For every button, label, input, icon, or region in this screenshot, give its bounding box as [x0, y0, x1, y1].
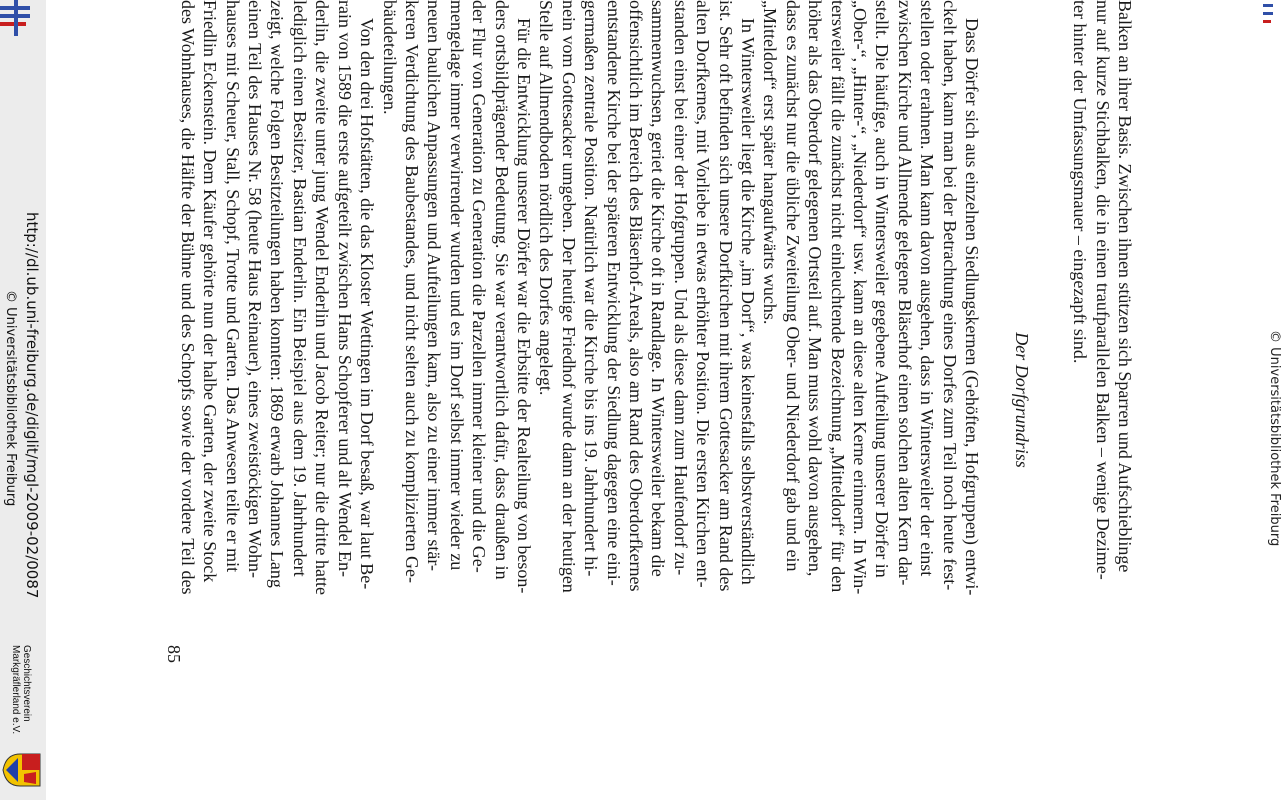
cut-off-header: © Universitätsbibliothek Freiburg: [1267, 330, 1282, 547]
text-line: mengelage immer verwirrender wurden und es im Dorf selbst immer wieder zu: [446, 0, 467, 571]
text-line: rain von 1589 die erste aufgeteilt zwischen Hans Schopferer und alt Wendel En-: [334, 0, 355, 578]
paragraph: [535, 0, 759, 800]
text-line: tersweiler fällt die zunächst nicht einleuchtende Bezeichnung „Mitteldorf“ für den: [827, 0, 848, 593]
association-line: Geschichtsverein: [21, 645, 32, 722]
text-line: In Wintersweiler liegt die Kirche „im Dorf“, was keinesfalls selbstverständlich: [738, 18, 758, 585]
text-line: der Flur von Generation zu Generation die Parzellen immer kleiner und die Ge-: [469, 0, 490, 573]
text-line: germaßen zentrale Position. Natürlich war die Kirche bis ins 19. Jahrhundert hi-: [581, 0, 602, 577]
text-line: derlin, die zweite unter jung Wendel Enderlin und Jacob Reiter; nur die dritte hatte: [312, 0, 333, 596]
text-line: „Ober-“, „Hinter-“, „Niederdorf“ usw. kann an diese alten Kerne erinnern. In Win-: [849, 0, 870, 595]
paragraph: [759, 0, 983, 800]
text-line: „Mitteldorf“ erst später hangaufwärts wuchs.: [760, 0, 781, 325]
text-line: Von den drei Hofstätten, die das Kloster Wettingen im Dorf besaß, war laut Be-: [357, 18, 377, 590]
text-line: stellen oder erahnen. Man kann davon ausgehen, dass in Wintersweiler der einst: [917, 0, 938, 577]
text-line: ter hinter der Umfassungsmauer – eingezapft sind.: [1070, 0, 1091, 364]
paragraph: [378, 0, 535, 800]
text-line: keren Verdichtung des Baubestandes, und nicht selten auch zu komplizierten Ge-: [401, 0, 422, 583]
text-line: Für die Entwicklung unserer Dörfer war die Erbsitte der Realteilung von beson-: [514, 18, 534, 594]
footer-url[interactable]: http://dl.ub.uni-freiburg.de/diglit/mgl-2009-02/0087: [23, 212, 41, 599]
text-line: nur auf kurze Stichbalken, die in einen traufparallelen Balken – wenige Dezime-: [1092, 0, 1113, 580]
text-line: sammenwuchsen, geriet die Kirche oft in Randlage. In Wintersweiler bekam die: [648, 0, 669, 577]
text-line: ders ortsbildprägender Bedeutung. Sie war verantwortlich dafür, dass draußen in: [491, 0, 512, 580]
text-line: stellt. Die häufige, auch in Wintersweiler gegebene Aufteilung unserer Dörfer in: [872, 0, 893, 578]
text-line: nein vom Gottesacker umgeben. Der heutige Friedhof wurde dann an der heutigen: [558, 0, 579, 593]
text-line: einen Teil des Hauses Nr. 58 (heute Haus Reinauer), eines zweistöckigen Wohn-: [244, 0, 265, 578]
coat-of-arms-logo: [2, 752, 42, 788]
text-line: alten Dorfkernes, mit Vorliebe in etwas erhöhter Position. Die ersten Kirchen ent-: [693, 0, 714, 588]
text-line: ist. Sehr oft befinden sich unsere Dorfkirchen mit ihrem Gottesacker am Rand des: [715, 0, 736, 592]
text-line: zwischen Kirche und Allmende gelegene Bläserhof einen solchen alten Kern dar-: [894, 0, 915, 586]
text-line: entstandene Kirche bei der späteren Entwicklung der Siedlung dagegen eine eini-: [603, 0, 624, 586]
text-line: des Wohnhauses, die Hälfte der Bühne und des Schopfs sowie der vordere Teil des: [177, 0, 198, 595]
text-line: standen einst bei einer der Hofgruppen. Und als diese dann zum Haufendorf zu-: [670, 0, 691, 576]
association-name: [10, 645, 32, 734]
text-line: Balken an ihrer Basis. Zwischen ihnen stützen sich Sparren und Aufschieblinge: [1115, 0, 1135, 573]
text-line: dass es zunächst nur die übliche Zweiteilung Ober- und Niederdorf gab und ein: [782, 0, 803, 572]
association-line: Markgräflerland e.V.: [10, 645, 21, 735]
text-line: Stelle auf Allmendboden nördlich des Dorfes angelegt.: [536, 0, 557, 396]
text-line: offensichtlich im Bereich des Bläserhof-Areals, also am Rand des Oberdorfkernes: [625, 0, 646, 592]
text-line: Dass Dörfer sich aus einzelnen Siedlungskernen (Gehöften, Hofgruppen) entwi-: [962, 18, 982, 596]
edge-mark: [1262, 0, 1274, 30]
text-line: zeigt, welche Folgen Besitzteilungen haben konnten: 1869 erwarb Johannes Lang: [267, 0, 288, 588]
footer-copyright: © Universitätsbibliothek Freiburg: [3, 290, 18, 507]
library-logo: [0, 0, 36, 40]
text-line: bäudeteilungen.: [379, 0, 400, 115]
text-line: neuen baulichen Anpassungen und Aufteilungen kam, also zu einer immer stär-: [424, 0, 445, 571]
paragraph: [176, 0, 378, 800]
text-line: Friedlin Eckenstein. Dem Käufer gehörte nun der halbe Garten, der zweite Stock: [200, 0, 221, 583]
intro-paragraph: [1069, 0, 1136, 800]
text-line: höher als das Oberdorf gelegenen Ortsteil auf. Man muss wohl davon ausgehen,: [805, 0, 826, 577]
page-number: 85: [164, 645, 184, 663]
text-line: ckelt haben, kann man bei der Betrachtung eines Dorfes zum Teil noch heute fest-: [939, 0, 960, 591]
text-line: lediglich einen Besitzer, Bastian Enderlin. Ein Beispiel aus dem 19. Jahrhundert: [289, 0, 310, 577]
text-line: hauses mit Scheuer, Stall, Schopf, Trotte und Garten. Das Anwesen teilte er mit: [222, 0, 243, 573]
section-heading: Der Dorfgrundriss: [1012, 332, 1032, 468]
